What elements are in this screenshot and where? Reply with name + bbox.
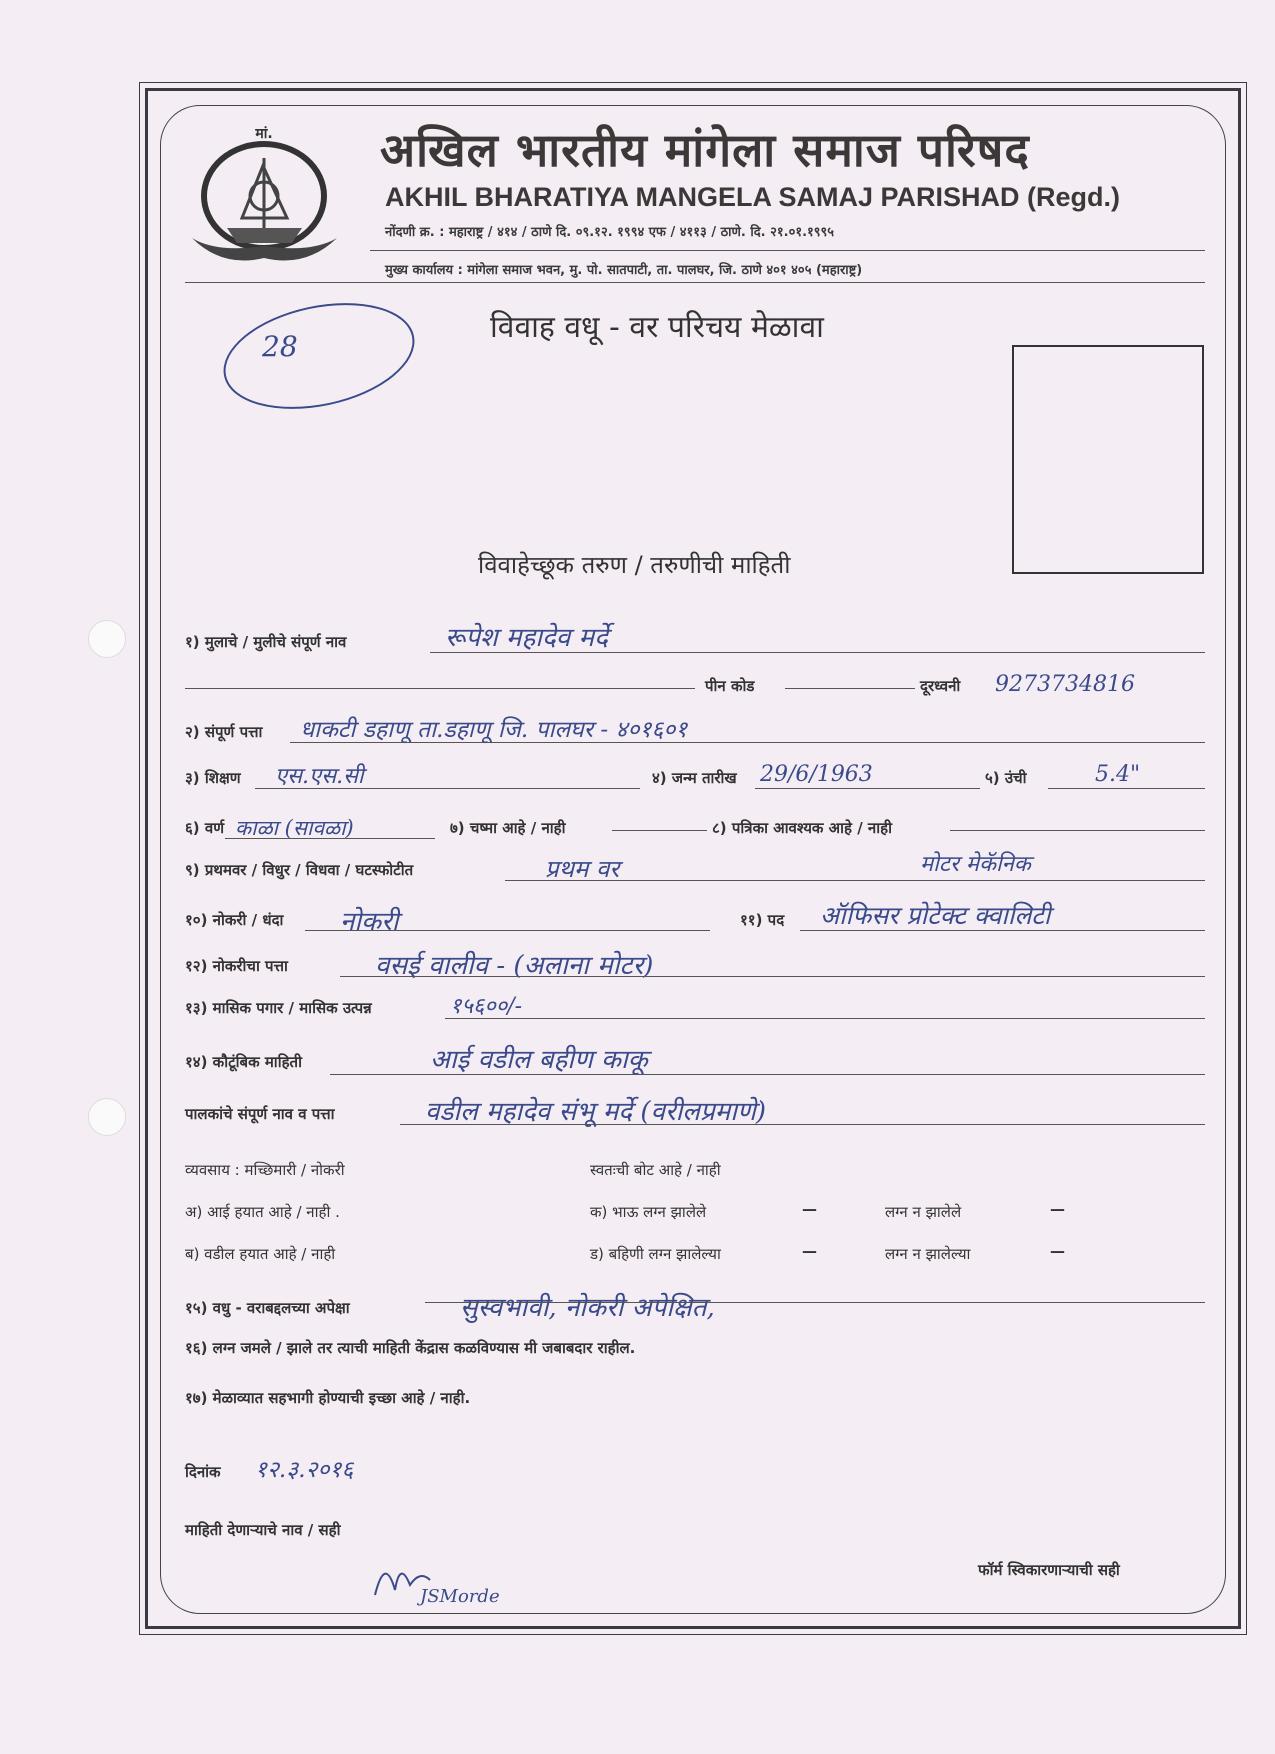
phone-label: दूरध्वनी: [920, 677, 961, 695]
field-label-spectacles: ७) चष्मा आहे / नाही: [450, 819, 566, 837]
field-label-guardian: पालकांचे संपूर्ण नाव व पत्ता: [185, 1105, 335, 1123]
brother-unmarried-label: लग्न न झालेले: [885, 1203, 962, 1221]
field-label-height: ५) उंची: [985, 769, 1027, 787]
serial-number: 28: [262, 330, 298, 363]
field-value-designation[interactable]: ऑफिसर प्रोटेक्ट क्वालिटी: [820, 901, 1051, 930]
field-label-dob: ४) जन्म तारीख: [652, 769, 737, 787]
logo-icon: [182, 118, 347, 273]
pin-code-label: पीन कोड: [705, 677, 755, 695]
form-subheading: विवाहेच्छूक तरुण / तरुणीची माहिती: [478, 551, 791, 579]
field-value-occupation[interactable]: नोकरी: [340, 907, 399, 937]
field-label-education: ३) शिक्षण: [185, 769, 241, 787]
field-value-work-address[interactable]: वसई वालीव - (अलाना मोटर): [375, 951, 654, 981]
date-label: दिनांक: [185, 1463, 221, 1481]
field-label-income: १३) मासिक पगार / मासिक उत्पन्न: [185, 999, 372, 1017]
sister-unmarried-dash: —: [1050, 1242, 1065, 1260]
informant-signature[interactable]: JSMorde: [420, 1586, 500, 1607]
punch-hole: [88, 1098, 126, 1136]
field-label-horoscope: ८) पत्रिका आवश्यक आहे / नाही: [712, 819, 892, 837]
field-label-designation: ११) पद: [740, 911, 785, 929]
svg-text:मां.: मां.: [255, 126, 273, 142]
mother-alive-label: अ) आई हयात आहे / नाही .: [185, 1203, 340, 1221]
father-alive-label: ब) वडील हयात आहे / नाही: [185, 1245, 336, 1263]
field-value-expectations[interactable]: सुस्वभावी, नोकरी अपेक्षित,: [460, 1293, 715, 1323]
photo-box: [1012, 345, 1204, 574]
field-value-education[interactable]: एस.एस.सी: [275, 764, 364, 789]
field-value-dob[interactable]: 29/6/1963: [760, 762, 873, 787]
field-label-occupation: १०) नोकरी / धंदा: [185, 911, 284, 929]
field-label-family: १४) कौटूंबिक माहिती: [185, 1053, 302, 1071]
brother-unmarried-dash: —: [1050, 1200, 1065, 1218]
field-label-complexion: ६) वर्ण: [185, 819, 225, 837]
responsibility-statement: १६) लग्न जमले / झाले तर त्याची माहिती केंद्रास कळविण्यास मी जबाबदार राहील.: [185, 1339, 636, 1357]
org-title-marathi: अखिल भारतीय मांगेला समाज परिषद: [380, 123, 1030, 177]
form-heading: विवाह वधू - वर परिचय मेळावा: [490, 310, 824, 345]
field-value-height[interactable]: 5.4": [1095, 762, 1141, 787]
registration-number: नोंदणी क्र. : महाराष्ट्र / ४१४ / ठाणे दि. ०९.१२. १९९४ एफ / ४११३ / ठाणे. दि. २१.०१.१९९५: [385, 225, 835, 240]
field-value-guardian[interactable]: वडील महादेव संभू मर्दे (वरीलप्रमाणे): [425, 1097, 766, 1127]
sister-married-dash: —: [802, 1242, 817, 1260]
date-value[interactable]: १२.३.२०१६: [255, 1457, 354, 1483]
field-value-marital-status[interactable]: प्रथम वर: [545, 855, 620, 883]
sister-married-label: ड) बहिणी लग्न झालेल्या: [590, 1245, 721, 1263]
field-value-name[interactable]: रूपेश महादेव मर्दे: [445, 623, 608, 653]
head-office-address: मुख्य कार्यालय : मांगेला समाज भवन, मु. पो. सातपाटी, ता. पालघर, जि. ठाणे ४०१ ४०५ (महाराष्ट्र): [385, 263, 863, 278]
field-label-marital-status: ९) प्रथमवर / विधुर / विधवा / घटस्फोटीत: [185, 861, 414, 879]
parent-occupation-label: व्यवसाय : मच्छिमारी / नोकरी: [185, 1161, 345, 1179]
field-label-work-address: १२) नोकरीचा पत्ता: [185, 957, 288, 975]
informant-label: माहिती देणाऱ्याचे नाव / सही: [185, 1521, 341, 1539]
phone-value[interactable]: 9273734816: [995, 672, 1135, 697]
org-title-english: AKHIL BHARATIYA MANGELA SAMAJ PARISHAD (Regd.): [385, 182, 1121, 212]
sister-unmarried-label: लग्न न झालेल्या: [885, 1245, 971, 1263]
field-label-address: २) संपूर्ण पत्ता: [185, 723, 263, 741]
participation-statement: १७) मेळाव्यात सहभागी होण्याची इच्छा आहे / नाही.: [185, 1389, 471, 1407]
field-value-income[interactable]: १५६००/-: [450, 994, 523, 1019]
brother-married-dash: —: [802, 1200, 817, 1218]
field-value-family[interactable]: आई वडील बहीण काकू: [430, 1045, 648, 1075]
own-boat-label: स्वतःची बोट आहे / नाही: [590, 1161, 721, 1179]
field-label-expectations: १५) वधु - वराबद्दलच्या अपेक्षा: [185, 1299, 350, 1317]
brother-married-label: क) भाऊ लग्न झालेले: [590, 1203, 707, 1221]
field-value-address[interactable]: धाकटी डहाणू ता.डहाणू जि. पालघर - ४०१६०१: [300, 717, 688, 743]
punch-hole: [88, 620, 126, 658]
acceptor-signature-label: फॉर्म स्विकारणाऱ्याची सही: [978, 1561, 1120, 1579]
field-value-trade[interactable]: मोटर मेकॅनिक: [920, 852, 1031, 877]
field-label-name: १) मुलाचे / मुलीचे संपूर्ण नाव: [185, 633, 347, 651]
field-value-complexion[interactable]: काळा (सावळा): [235, 816, 354, 840]
